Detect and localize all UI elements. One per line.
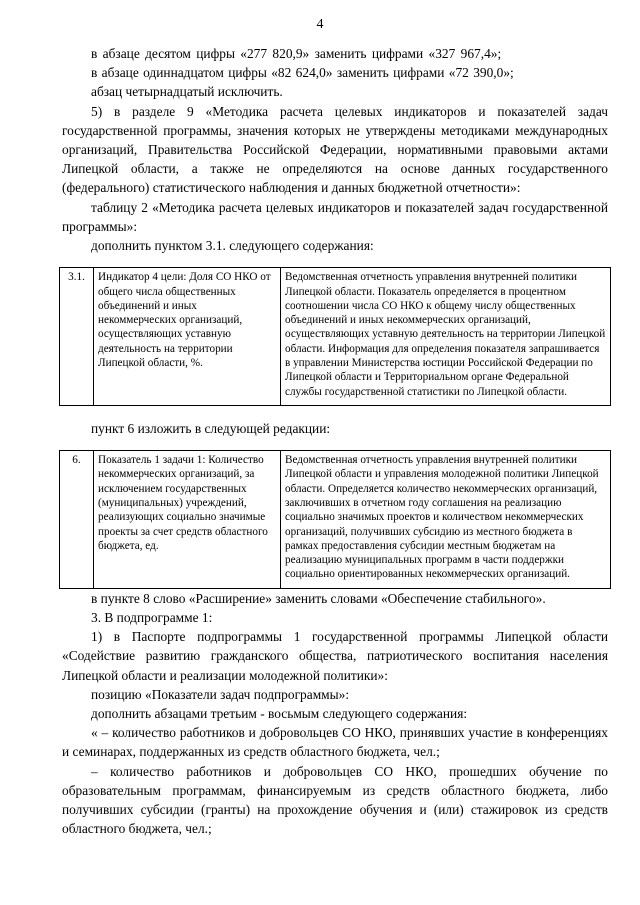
paragraph: в пункте 8 слово «Расширение» заменить словами «Обеспечение стабильного». <box>91 590 546 606</box>
method-table-1 <box>59 267 611 406</box>
paragraph: 1) в Паспорте подпрограммы 1 государственной программы Липецкой области «Содействие развитию гражданского общества, патриотического воспитания населения Липецкой области и реализации молодежной политики»: <box>62 629 608 683</box>
paragraph: в абзаце одиннадцатом цифры «82 624,0» заменить цифрами «72 390,0»; <box>91 65 514 81</box>
row-number: 3.1. <box>60 268 94 406</box>
indicator-name: Индикатор 4 цели: Доля СО НКО от общего числа общественных объединений и иных некоммерческих организаций, осуществляющих уставную деятельность на территории Липецкой области, %. <box>94 268 281 406</box>
calculation-method: Ведомственная отчетность управления внутренней политики Липецкой области. Показатель определяется в процентном соотношении числа СО НКО к общему числу общественных объединений и иных некоммерческих организаций, осуществляющих уставную деятельность на территории Липецкой области. Информация для определения показателя запрашивается в управлении Министерства юстиции Российской Федерации по Липецкой области и Территориальном органе Федеральной службы государственной статистики по Липецкой области. <box>281 268 611 406</box>
paragraph: позицию «Показатели задач подпрограммы»: <box>91 686 350 702</box>
table-row <box>60 268 611 406</box>
paragraph: дополнить пунктом 3.1. следующего содержания: <box>91 238 374 254</box>
paragraph: пункт 6 изложить в следующей редакции: <box>91 420 331 436</box>
paragraph: таблицу 2 «Методика расчета целевых индикаторов и показателей задач государственной программы»: <box>62 199 608 234</box>
paragraph: 3. В подпрограмме 1: <box>91 609 213 625</box>
document-body <box>62 44 608 838</box>
paragraph: 5) в разделе 9 «Методика расчета целевых индикаторов и показателей задач государственной программы, значения которых не утверждены методиками международных организаций, Правительства Российской Федерации, нормативными правовыми актами Липецкой области, а также не определяются на основе данных государственного (федерального) статистического наблюдения и данных бюджетной отчетности»: <box>62 103 608 196</box>
paragraph: дополнить абзацами третьим - восьмым следующего содержания: <box>91 706 468 721</box>
table-row <box>60 451 611 589</box>
paragraph: абзац четырнадцатый исключить. <box>91 84 283 100</box>
page-number: 4 <box>316 17 324 32</box>
paragraph: в абзаце десятом цифры «277 820,9» заменить цифрами «327 967,4»; <box>91 46 502 61</box>
indicator-name: Показатель 1 задачи 1: Количество некоммерческих организаций, за исключением государственных (муниципальных) учреждений, реализующих социально значимые проекты за счет средств областного бюджета, ед. <box>94 451 281 589</box>
calculation-method: Ведомственная отчетность управления внутренней политики Липецкой области и управления молодежной политики Липецкой области. Определяется количество некоммерческих организаций, заключивших в отчетном году соглашения на реализацию социально значимых проектов и количеством некоммерческих организаций, получивших субсидию из местного бюджета в рамках предоставления субсидии местным бюджетам на реализацию муниципальных программ в части поддержки социально ориентированных некоммерческих организаций. <box>281 451 611 589</box>
paragraph: – количество работников и добровольцев СО НКО, прошедших обучение по образовательным программам, финансируемым из средств областного бюджета, либо получивших субсидии (гранты) на прохождение обучения и (или) стажировок из средств областного бюджета, чел.; <box>62 763 608 837</box>
row-number: 6. <box>60 451 94 589</box>
paragraph: « – количество работников и добровольцев СО НКО, принявших участие в конференциях и семинарах, поддержанных из средств областного бюджета, чел.; <box>62 725 608 760</box>
method-table-2 <box>59 450 611 589</box>
